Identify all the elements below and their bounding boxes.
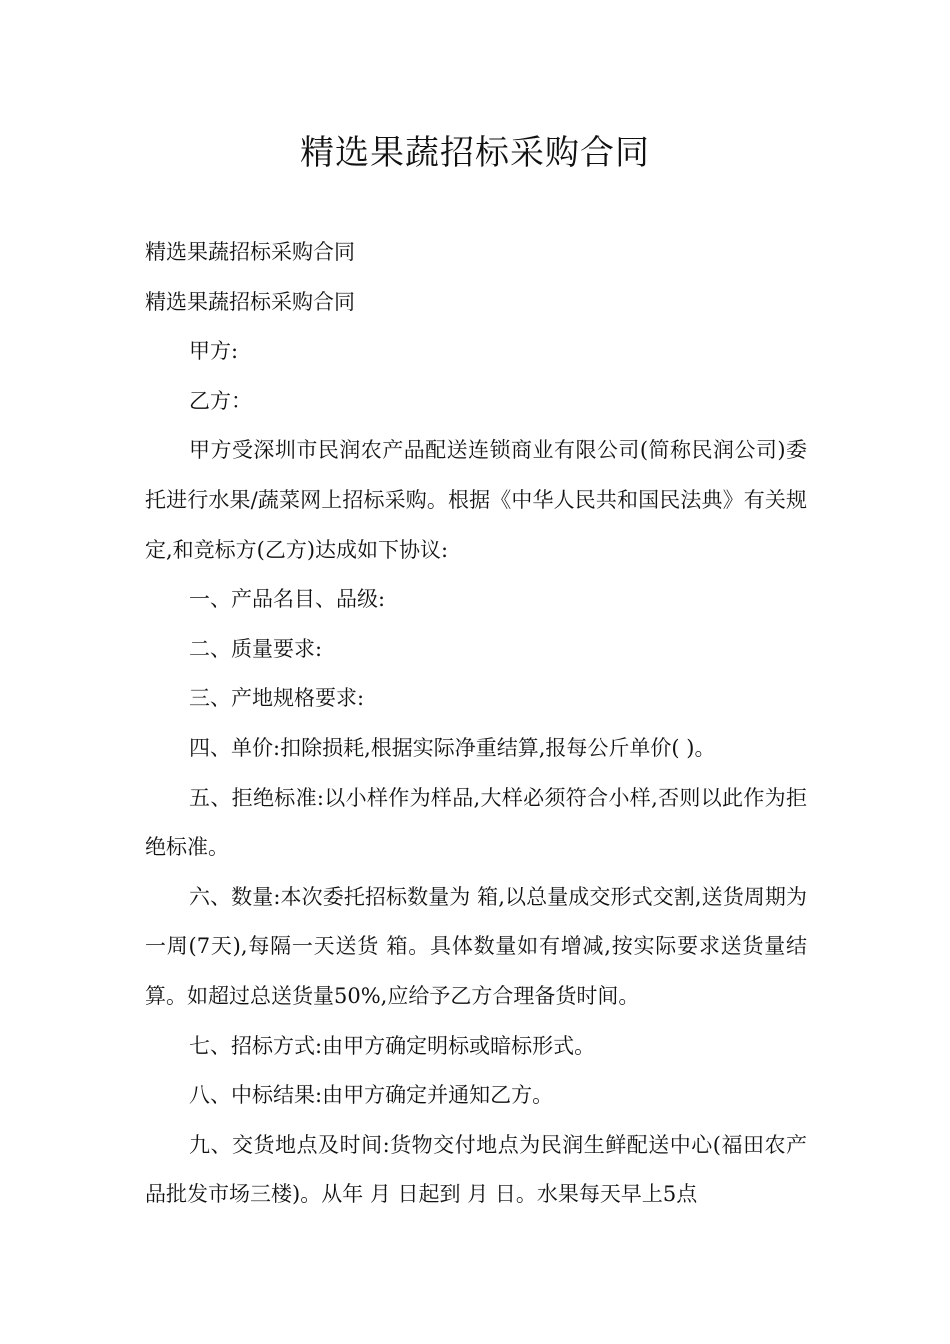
- paragraph: 甲方受深圳市民润农产品配送连锁商业有限公司(简称民润公司)委托进行水果/蔬菜网上招标采购。根据《中华人民共和国民法典》有关规定,和竞标方(乙方)达成如下协议:: [145, 438, 807, 562]
- paragraph: 八、中标结果:由甲方确定并通知乙方。: [189, 1083, 554, 1108]
- document-body: [145, 228, 807, 1220]
- paragraph: 九、交货地点及时间:货物交付地点为民润生鲜配送中心(福田农产品批发市场三楼)。从年 月 日起到 月 日。水果每天早上5点: [145, 1132, 807, 1207]
- paragraph: 二、质量要求:: [189, 636, 323, 661]
- paragraph: 精选果蔬招标采购合同: [145, 240, 355, 264]
- paragraph: 五、拒绝标准:以小样作为样品,大样必须符合小样,否则以此作为拒绝标准。: [145, 785, 807, 860]
- paragraph: 三、产地规格要求:: [189, 686, 365, 711]
- paragraph: 甲方:: [189, 339, 239, 364]
- document-title: 精选果蔬招标采购合同: [300, 133, 650, 173]
- paragraph: 一、产品名目、品级:: [189, 587, 386, 612]
- paragraph: 六、数量:本次委托招标数量为 箱,以总量成交形式交割,送货周期为一周(7天),每隔一天送货 箱。具体数量如有增减,按实际要求送货量结算。如超过总送货量50%,应给予乙方合理备货时间。: [145, 884, 807, 1008]
- paragraph: 四、单价:扣除损耗,根据实际净重结算,报每公斤单价( )。: [189, 735, 716, 760]
- paragraph: 精选果蔬招标采购合同: [145, 289, 355, 314]
- paragraph: 乙方：: [189, 388, 252, 413]
- paragraph: 七、招标方式:由甲方确定明标或暗标形式。: [189, 1033, 596, 1058]
